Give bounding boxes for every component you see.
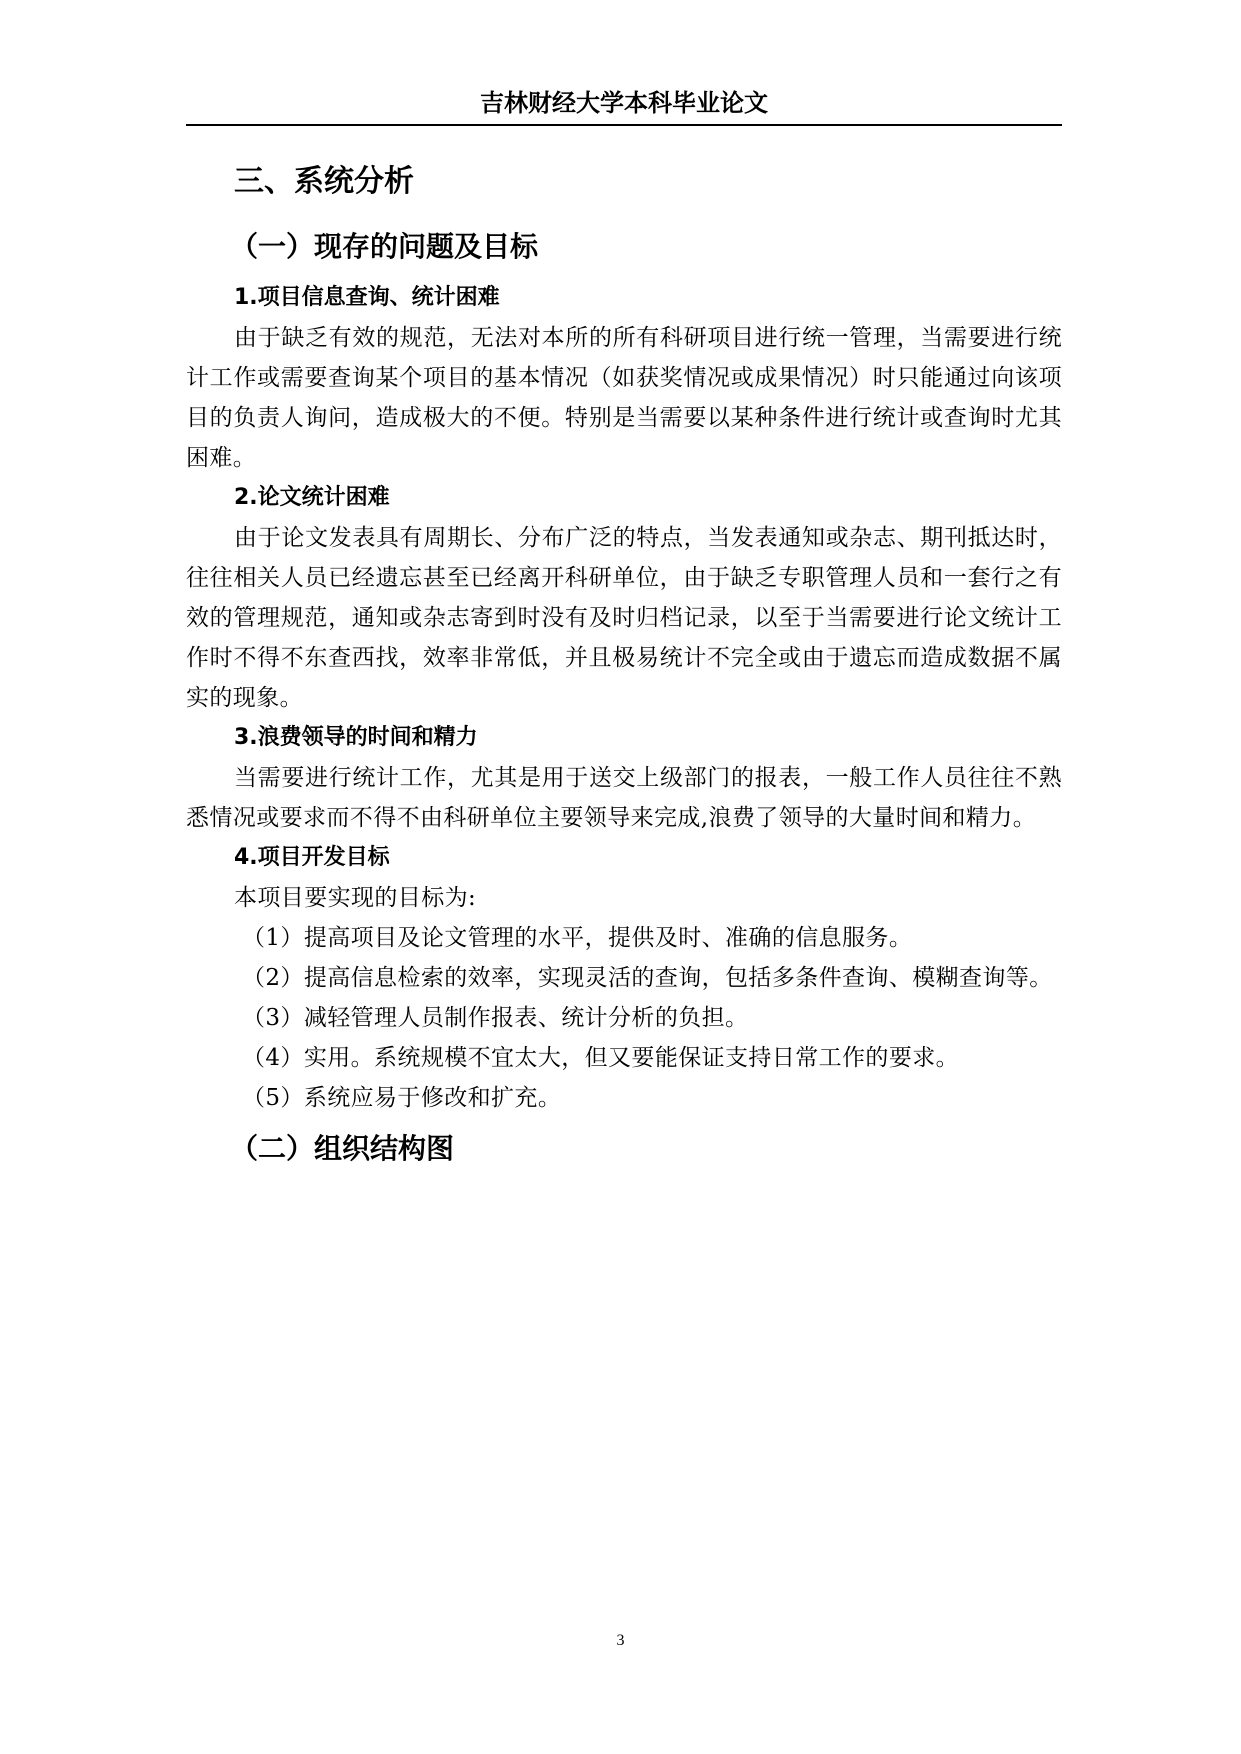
subsection-title-1: （一）现存的问题及目标 [230,230,539,263]
document-body [186,160,1062,1180]
item-paragraph-3: 当需要进行统计工作，尤其是用于送交上级部门的报表，一般工作人员往往不熟悉情况或要求而不得不由科研单位主要领导来完成,浪费了领导的大量时间和精力。 [186,765,1062,831]
goal-item-3: （3）减轻管理人员制作报表、统计分析的负担。 [242,1005,749,1031]
item-heading-3: 3.浪费领导的时间和精力 [234,725,478,750]
goal-item-4: （4）实用。系统规模不宜太大，但又要能保证支持日常工作的要求。 [242,1045,960,1071]
item-heading-1: 1.项目信息查询、统计困难 [234,285,500,310]
section-title: 三、系统分析 [234,164,414,199]
subsection-title-2: （二）组织结构图 [230,1132,455,1165]
item-paragraph-2: 由于论文发表具有周期长、分布广泛的特点，当发表通知或杂志、期刊抵达时，往往相关人员已经遗忘甚至已经离开科研单位，由于缺乏专职管理人员和一套行之有效的管理规范，通知或杂志寄到时没有及时归档记录，以至于当需要进行论文统计工作时不得不东查西找，效率非常低，并且极易统计不完全或由于遗忘而造成数据不属实的现象。 [186,525,1062,711]
goal-item-2: （2）提高信息检索的效率，实现灵活的查询，包括多条件查询、模糊查询等。 [242,965,1053,991]
header-title: 吉林财经大学本科毕业论文 [480,89,768,117]
item-paragraph-1: 由于缺乏有效的规范，无法对本所的所有科研项目进行统一管理，当需要进行统计工作或需要查询某个项目的基本情况（如获奖情况或成果情况）时只能通过向该项目的负责人询问，造成极大的不便。特别是当需要以某种条件进行统计或查询时尤其困难。 [186,325,1062,471]
goal-item-5: （5）系统应易于修改和扩充。 [242,1085,562,1111]
goal-item-1: （1）提高项目及论文管理的水平，提供及时、准确的信息服务。 [242,925,913,951]
page-header [186,86,1062,126]
page-number: 3 [616,1632,625,1649]
goals-heading: 4.项目开发目标 [234,845,390,870]
item-heading-2: 2.论文统计困难 [234,485,390,510]
goals-intro: 本项目要实现的目标为: [234,885,477,911]
